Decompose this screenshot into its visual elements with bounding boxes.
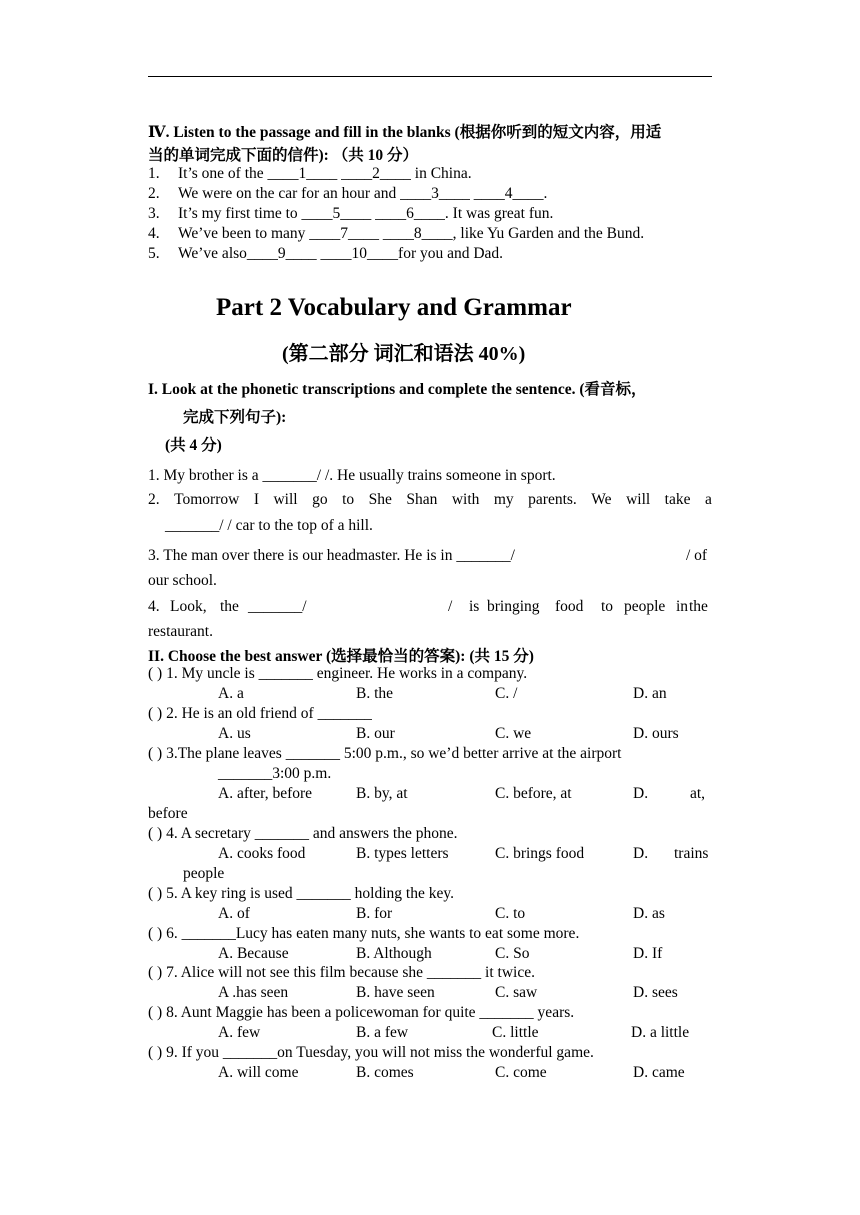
mc-option-b[interactable]: B. types letters bbox=[356, 845, 449, 862]
mc-option-d[interactable]: D. If bbox=[633, 945, 663, 962]
fill-item-number: 3. bbox=[148, 205, 160, 222]
mc-option-d-wrap: before bbox=[148, 805, 188, 822]
fill-item-number: 2. bbox=[148, 185, 160, 202]
mc-option-c[interactable]: C. to bbox=[495, 905, 526, 922]
mc-option-d[interactable]: D. ours bbox=[633, 725, 679, 742]
mc-question-3-line2: _______3:00 p.m. bbox=[218, 765, 332, 782]
mc-option-a[interactable]: A .has seen bbox=[218, 984, 289, 1001]
mc-option-a[interactable]: A. Because bbox=[218, 945, 289, 962]
mc-option-c[interactable]: C. little bbox=[492, 1024, 539, 1041]
mc-option-b[interactable]: B. a few bbox=[356, 1024, 409, 1041]
mc-option-c[interactable]: C. saw bbox=[495, 984, 538, 1001]
fill-item-number: 5. bbox=[148, 245, 160, 262]
fill-item-text: We’ve been to many ____7____ ____8____, like Yu Garden and the Bund. bbox=[178, 225, 645, 242]
mc-question-4: ( ) 4. A secretary _______ and answers the phone. bbox=[148, 825, 458, 842]
mc-option-c[interactable]: C. So bbox=[495, 945, 530, 962]
section-i-title-line2: 完成下列句子): bbox=[183, 409, 287, 426]
phonetic-question-4-line1: 4. Look, the _______/ / is bringing food to people in the bbox=[148, 598, 708, 615]
mc-question-7: ( ) 7. Alice will not see this film because she _______ it twice. bbox=[148, 964, 535, 981]
mc-option-d-wrap: people bbox=[183, 865, 225, 882]
section-4-title-line2: 当的单词完成下面的信件): （共 10 分） bbox=[148, 147, 418, 164]
mc-option-b[interactable]: B. by, at bbox=[356, 785, 408, 802]
mc-option-a[interactable]: A. us bbox=[218, 725, 251, 742]
mc-option-b[interactable]: B. comes bbox=[356, 1064, 414, 1081]
phonetic-question-1: 1. My brother is a _______/ /. He usually trains someone in sport. bbox=[148, 467, 556, 484]
mc-option-d-text: trains bbox=[674, 845, 709, 862]
mc-question-3: ( ) 3.The plane leaves _______ 5:00 p.m., so we’d better arrive at the airport bbox=[148, 745, 622, 762]
phonetic-question-2-line2: _______/ / car to the top of a hill. bbox=[165, 517, 373, 534]
fill-item-text: It’s one of the ____1____ ____2____ in China. bbox=[178, 165, 472, 182]
mc-option-c[interactable]: C. brings food bbox=[495, 845, 585, 862]
section-ii-title: II. Choose the best answer (选择最恰当的答案): (共 15 分) bbox=[148, 648, 534, 665]
mc-question-2: ( ) 2. He is an old friend of _______ bbox=[148, 705, 372, 722]
phonetic-question-3-left: 3. The man over there is our headmaster. He is in _______/ bbox=[148, 547, 515, 564]
mc-option-a[interactable]: A. will come bbox=[218, 1064, 299, 1081]
fill-item-number: 4. bbox=[148, 225, 160, 242]
mc-option-b[interactable]: B. Although bbox=[356, 945, 432, 962]
phonetic-question-3-line2: our school. bbox=[148, 572, 217, 589]
mc-option-b[interactable]: B. have seen bbox=[356, 984, 435, 1001]
phonetic-question-4-line2: restaurant. bbox=[148, 623, 213, 640]
mc-question-8: ( ) 8. Aunt Maggie has been a policewoman for quite _______ years. bbox=[148, 1004, 575, 1021]
section-4-title-line1: Ⅳ. Listen to the passage and fill in the blanks (根据你听到的短文内容，用适 bbox=[148, 124, 662, 141]
mc-option-b[interactable]: B. for bbox=[356, 905, 393, 922]
phonetic-question-2-line1: 2. Tomorrow I will go to She Shan with my parents. We will take a bbox=[148, 491, 712, 508]
mc-option-d-text: at, bbox=[690, 785, 706, 802]
mc-question-5: ( ) 5. A key ring is used _______ holding the key. bbox=[148, 885, 454, 902]
mc-option-b[interactable]: B. our bbox=[356, 725, 395, 742]
mc-option-c[interactable]: C. we bbox=[495, 725, 532, 742]
mc-option-b[interactable]: B. the bbox=[356, 685, 394, 702]
fill-item-text: We were on the car for an hour and ____3____ ____4____. bbox=[178, 185, 548, 202]
fill-item-text: It’s my first time to ____5____ ____6____. It was great fun. bbox=[178, 205, 554, 222]
mc-option-d[interactable]: D. bbox=[633, 785, 649, 802]
mc-option-d[interactable]: D. sees bbox=[633, 984, 678, 1001]
mc-option-d[interactable]: D. as bbox=[633, 905, 665, 922]
section-i-score: (共 4 分) bbox=[165, 437, 222, 454]
mc-option-c[interactable]: C. / bbox=[495, 685, 518, 702]
mc-question-1: ( ) 1. My uncle is _______ engineer. He works in a company. bbox=[148, 665, 528, 682]
fill-item-text: We’ve also____9____ ____10____for you and Dad. bbox=[178, 245, 504, 262]
mc-option-c[interactable]: C. before, at bbox=[495, 785, 572, 802]
mc-option-a[interactable]: A. of bbox=[218, 905, 250, 922]
mc-option-a[interactable]: A. after, before bbox=[218, 785, 313, 802]
mc-option-d[interactable]: D. an bbox=[633, 685, 667, 702]
mc-question-9: ( ) 9. If you _______on Tuesday, you will not miss the wonderful game. bbox=[148, 1044, 594, 1061]
mc-option-c[interactable]: C. come bbox=[495, 1064, 547, 1081]
mc-option-d[interactable]: D. a little bbox=[631, 1024, 690, 1041]
mc-option-d[interactable]: D. bbox=[633, 845, 649, 862]
header-rule bbox=[148, 76, 712, 77]
fill-item-number: 1. bbox=[148, 165, 160, 182]
mc-option-d[interactable]: D. came bbox=[633, 1064, 685, 1081]
mc-option-a[interactable]: A. a bbox=[218, 685, 244, 702]
part-2-subtitle: (第二部分 词汇和语法 40%) bbox=[282, 343, 526, 365]
mc-question-6: ( ) 6. _______Lucy has eaten many nuts, she wants to eat some more. bbox=[148, 925, 580, 942]
section-i-title-line1: I. Look at the phonetic transcriptions and complete the sentence. (看音标， bbox=[148, 381, 647, 398]
phonetic-question-3-right: / of bbox=[686, 547, 708, 564]
mc-option-a[interactable]: A. cooks food bbox=[218, 845, 306, 862]
mc-option-a[interactable]: A. few bbox=[218, 1024, 261, 1041]
part-2-title: Part 2 Vocabulary and Grammar bbox=[216, 294, 572, 321]
